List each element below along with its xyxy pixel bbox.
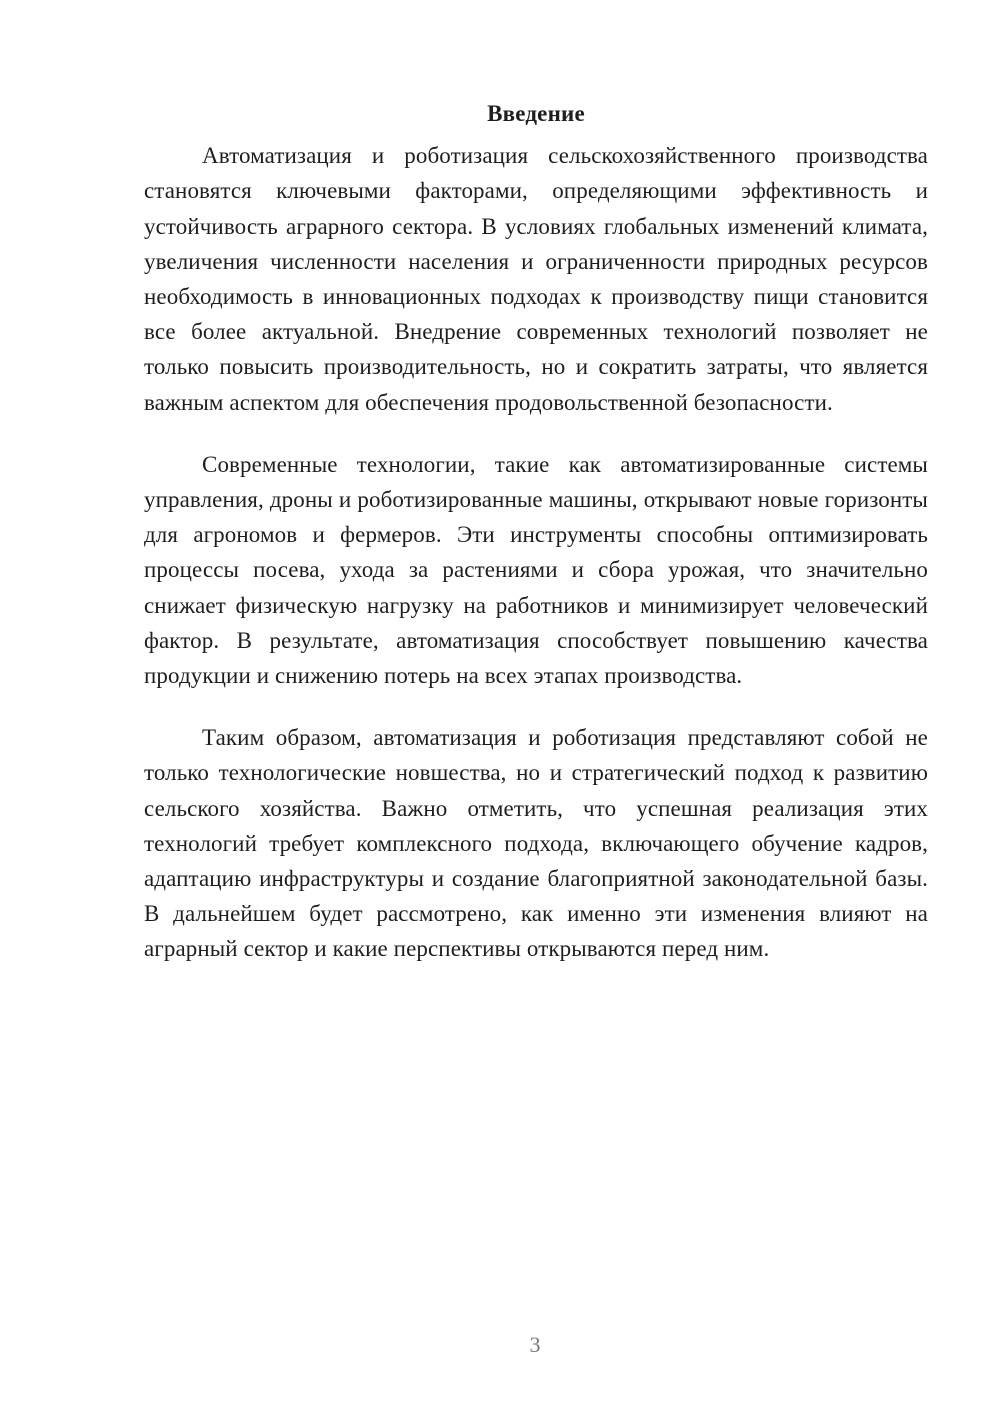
paragraph-2: Современные технологии, такие как автоматизированные системы управления, дроны и роботизированные машины, открывают новые горизонты для агрономов и фермеров. Эти инструменты способны оптимизировать процессы посева, ухода за растениями и сбора урожая, что значительно снижает физическую нагрузку на работников и минимизирует человеческий фактор. В результате, автоматизация способствует повышению качества продукции и снижению потерь на всех этапах производства. (144, 451, 928, 689)
paragraph-1: Автоматизация и роботизация сельскохозяйственного производства становятся ключевыми факторами, определяющими эффективность и устойчивость аграрного сектора. В условиях глобальных изменений климата, увеличения численности населения и ограниченности природных ресурсов необходимость в инновационных подходах к производству пищи становится все более актуальной. Внедрение современных технологий позволяет не только повысить производительность, но и сократить затраты, что является важным аспектом для обеспечения продовольственной безопасности. (144, 143, 928, 415)
page-number: 3 (529, 1332, 541, 1357)
section-heading: Введение (487, 101, 585, 126)
page-body (144, 96, 928, 967)
paragraph-3: Таким образом, автоматизация и роботизация представляют собой не только технологические новшества, но и стратегический подход к развитию сельского хозяйства. Важно отметить, что успешная реализация этих технологий требует комплексного подхода, включающего обучение кадров, адаптацию инфраструктуры и создание благоприятной законодательной базы. В дальнейшем будет рассмотрено, как именно эти изменения влияют на аграрный сектор и какие перспективы открываются перед ним. (144, 725, 928, 962)
